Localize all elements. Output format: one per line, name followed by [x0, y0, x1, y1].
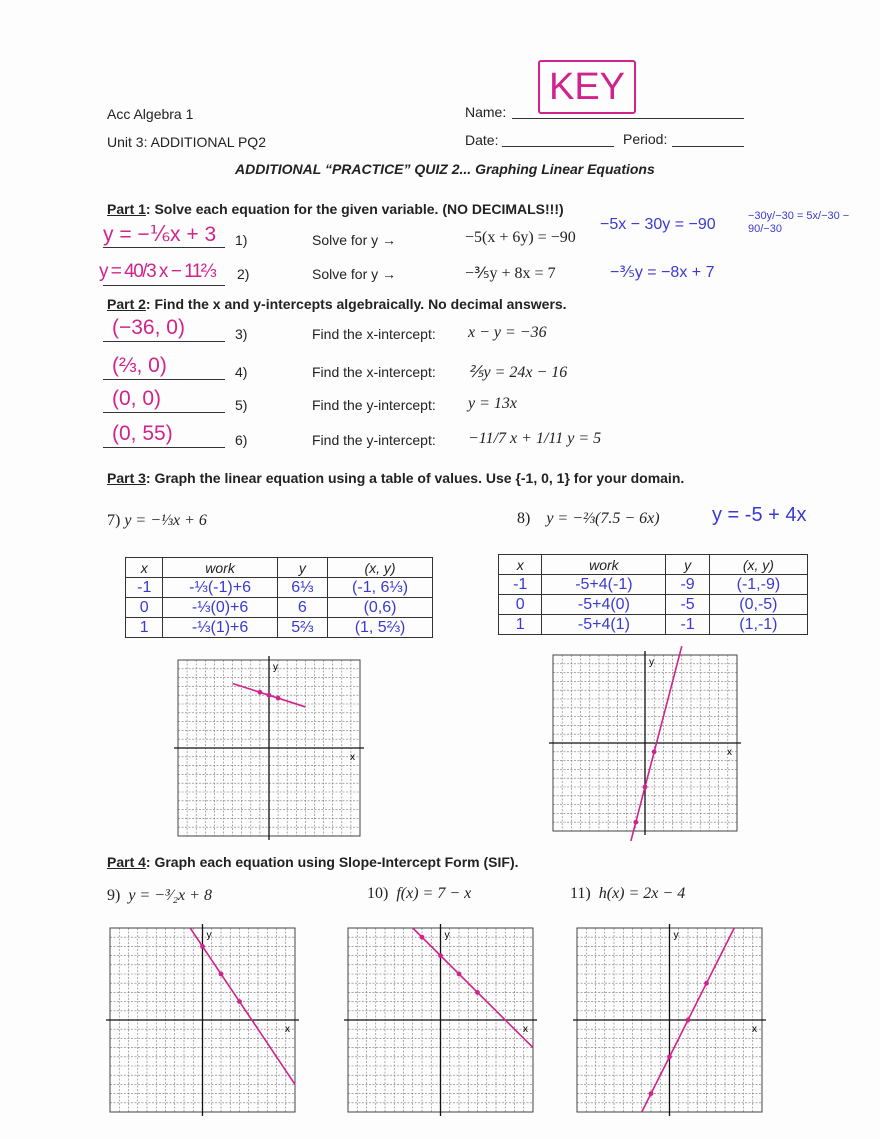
plotted-point [457, 972, 462, 977]
table-cell: -5+4(0) [542, 595, 666, 615]
answer-line [103, 447, 225, 448]
plotted-point [219, 972, 224, 977]
table-cell: -5+4(-1) [542, 575, 666, 595]
table-header: y [277, 558, 327, 578]
period-label: Period: [623, 131, 668, 147]
table-cell: (1,-1) [709, 615, 807, 635]
table-header: y [666, 555, 709, 575]
part2-instructions: : Find the x and y-intercepts algebraically. No decimal answers. [145, 296, 567, 312]
equation-10: f(x) = 7 − x [396, 885, 472, 902]
date-line [502, 146, 614, 147]
table-cell: 0 [499, 595, 542, 615]
item-number: 3) [235, 326, 248, 342]
equation-8: y = −⅔(7.5 − 6x) [546, 510, 660, 527]
table-cell: -⅓(-1)+6 [163, 578, 277, 598]
answer-5: (0, 0) [112, 387, 162, 410]
equation-9: y = −³⁄₂x + 8 [128, 887, 212, 904]
prompt: Find the x-intercept: [312, 326, 436, 342]
table-cell: -5+4(1) [542, 615, 666, 635]
x-axis-label: x [752, 1024, 757, 1035]
answer-4: (⅔, 0) [112, 354, 167, 377]
part3-label: Part 3 [107, 470, 146, 486]
course: Acc Algebra 1 [107, 106, 194, 122]
table-header: x [499, 555, 542, 575]
answer-line [103, 341, 225, 342]
graph-7 [168, 650, 370, 846]
item-number: 5) [235, 397, 248, 413]
plotted-point [633, 820, 638, 825]
work-1b: −30y/−30 = 5x/−30 − 90/−30 [748, 210, 850, 235]
graph-line [190, 928, 295, 1084]
table-cell: (0,6) [328, 598, 433, 618]
plotted-point [258, 690, 263, 695]
plotted-point [267, 693, 272, 698]
table-cell: -⅓(0)+6 [163, 598, 277, 618]
equation-4: ⅖y = 24x − 16 [468, 364, 568, 381]
table-row [499, 595, 808, 615]
name-label: Name: [465, 104, 507, 120]
plotted-point [276, 696, 281, 701]
x-axis-label: x [523, 1024, 528, 1035]
table-header: work [542, 555, 666, 575]
plotted-point [652, 749, 657, 754]
table-cell: 1 [499, 615, 542, 635]
plotted-point [649, 1091, 654, 1096]
plotted-point [438, 953, 443, 958]
table-header: (x, y) [328, 558, 433, 578]
graph-10 [338, 918, 543, 1122]
item-number: 9) [107, 887, 121, 904]
table-cell: (-1,-9) [709, 575, 807, 595]
item-number: 10) [367, 885, 389, 902]
prompt: Find the x-intercept: [312, 364, 436, 380]
plotted-point [643, 785, 648, 790]
table-header: work [163, 558, 277, 578]
table-row [126, 598, 433, 618]
table-cell: 1 [126, 618, 163, 638]
answer-6: (0, 55) [112, 422, 173, 445]
plotted-point [704, 981, 709, 986]
y-axis-label: y [649, 657, 654, 668]
table-cell: (-1, 6⅓) [328, 578, 433, 598]
table-cell: 5⅔ [277, 618, 327, 638]
answer-1: y = −⅙x + 3 [103, 223, 217, 246]
table-cell: 6⅓ [277, 578, 327, 598]
table-cell: (1, 5⅔) [328, 618, 433, 638]
plotted-point [420, 935, 425, 940]
part4-label: Part 4 [107, 854, 146, 870]
quiz-title: ADDITIONAL “PRACTICE” QUIZ 2... Graphing Linear Equations [235, 161, 655, 177]
table-header: x [126, 558, 163, 578]
table-row [126, 578, 433, 598]
equation-5: y = 13x [468, 395, 517, 412]
plotted-point [237, 999, 242, 1004]
y-axis-label: y [673, 930, 679, 941]
equation-2: −⅗y + 8x = 7 [465, 265, 556, 282]
graph-line [413, 928, 533, 1048]
prompt: Solve for y → [312, 232, 397, 248]
y-axis-label: y [444, 930, 450, 941]
table-cell: -1 [126, 578, 163, 598]
key-stamp: KEY [538, 60, 636, 114]
unit: Unit 3: ADDITIONAL PQ2 [107, 134, 266, 150]
table-row [126, 618, 433, 638]
plotted-point [475, 990, 480, 995]
item-number: 6) [235, 432, 248, 448]
x-axis-label: x [285, 1024, 290, 1035]
part1-instructions: : Solve each equation for the given variable. (NO DECIMALS!!!) [145, 201, 564, 217]
answer-line [103, 379, 225, 380]
name-line [512, 118, 744, 119]
answer-3: (−36, 0) [112, 316, 185, 339]
graph-9 [100, 918, 305, 1122]
part1-label: Part 1 [107, 201, 146, 217]
plotted-point [686, 1018, 691, 1023]
plotted-point [667, 1054, 672, 1059]
table-cell: -5 [666, 595, 709, 615]
item-number: 11) [570, 885, 591, 902]
part4-instructions: : Graph each equation using Slope-Intercept Form (SIF). [145, 854, 519, 870]
table-8 [498, 554, 808, 635]
answer-line [103, 285, 225, 286]
prompt: Solve for y → [312, 266, 397, 282]
item-number: 2) [237, 266, 250, 282]
work-1: −5x − 30y = −90 [600, 216, 716, 233]
table-cell: 6 [277, 598, 327, 618]
answer-8: y = -5 + 4x [712, 504, 807, 526]
plotted-point [200, 944, 205, 949]
table-7 [125, 557, 433, 638]
equation-6: −11/7 x + 1/11 y = 5 [468, 430, 602, 447]
equation-3: x − y = −36 [468, 324, 547, 341]
graph-8 [543, 645, 747, 841]
work-2: −⅗y = −8x + 7 [610, 264, 715, 281]
y-axis-label: y [206, 930, 212, 941]
graph-11 [567, 918, 772, 1122]
table-row [499, 575, 808, 595]
prompt: Find the y-intercept: [312, 397, 436, 413]
table-cell: 0 [126, 598, 163, 618]
answer-2: y = 40/3 x − 11⅔ [99, 261, 216, 282]
item-number: 1) [235, 232, 248, 248]
answer-line [103, 412, 225, 413]
equation-1: −5(x + 6y) = −90 [465, 229, 576, 246]
x-axis-label: x [350, 752, 355, 763]
period-line [672, 146, 744, 147]
table-cell: -1 [499, 575, 542, 595]
date-label: Date: [465, 132, 499, 148]
x-axis-label: x [727, 747, 732, 758]
part3-instructions: : Graph the linear equation using a table of values. Use {-1, 0, 1} for your domain. [145, 470, 685, 486]
table-header: (x, y) [709, 555, 807, 575]
table-cell: (0,-5) [709, 595, 807, 615]
answer-line [103, 247, 225, 248]
table-cell: -1 [666, 615, 709, 635]
table-cell: -9 [666, 575, 709, 595]
table-row [499, 615, 808, 635]
item-number: 8) [517, 510, 531, 527]
y-axis-label: y [273, 662, 278, 673]
item-number: 4) [235, 364, 248, 380]
table-cell: -⅓(1)+6 [163, 618, 277, 638]
equation-11: h(x) = 2x − 4 [598, 885, 686, 902]
equation-7: y = −⅓x + 6 [124, 512, 207, 529]
item-number: 7) [107, 512, 121, 529]
part2-label: Part 2 [107, 296, 146, 312]
prompt: Find the y-intercept: [312, 432, 436, 448]
